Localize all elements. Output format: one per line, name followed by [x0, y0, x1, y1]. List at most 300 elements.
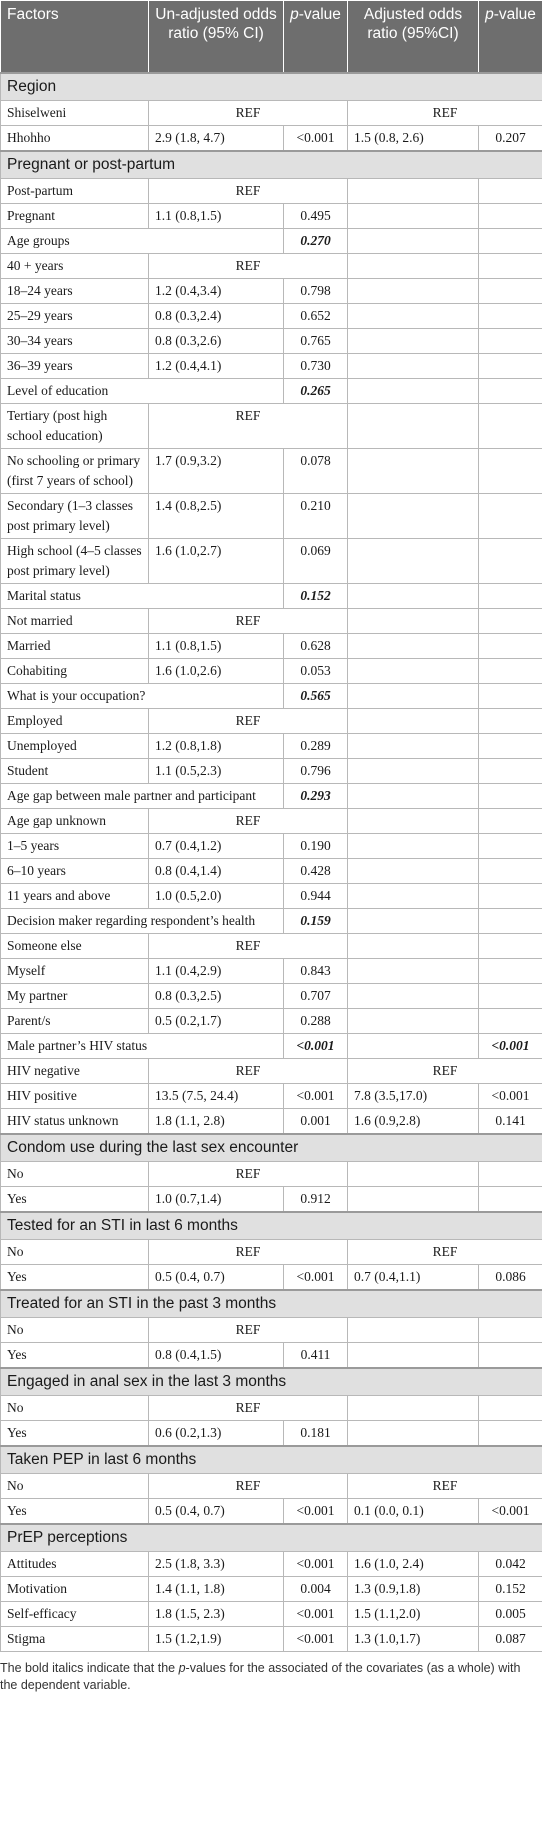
unadjusted-or: 1.5 (1.2,1.9) [149, 1626, 284, 1651]
factor-label: Secondary (1–3 classes post primary level) [1, 493, 149, 538]
adjusted-p [479, 538, 542, 583]
section-header-row [1, 73, 542, 101]
table-row [1, 1083, 542, 1108]
table-row [1, 278, 542, 303]
adjusted-p: <0.001 [479, 1498, 542, 1524]
adjusted-or [348, 858, 479, 883]
header-factors: Factors [1, 1, 149, 73]
reference-row [1, 1058, 542, 1083]
adjusted-p [479, 633, 542, 658]
adjusted-or-empty [348, 1317, 479, 1342]
adjusted-or-empty [348, 908, 479, 933]
factor-label: No [1, 1473, 149, 1498]
reference-row [1, 403, 542, 448]
unadjusted-p: 0.069 [284, 538, 348, 583]
factor-label: Student [1, 758, 149, 783]
adjusted-or-empty [348, 708, 479, 733]
table-row [1, 833, 542, 858]
adjusted-or-empty [348, 1161, 479, 1186]
table-row [1, 1498, 542, 1524]
reference-row [1, 253, 542, 278]
table-row [1, 493, 542, 538]
header-p-letter: p [485, 6, 494, 23]
unadjusted-ref: REF [149, 403, 348, 448]
unadjusted-ref: REF [149, 178, 348, 203]
reference-row [1, 933, 542, 958]
unadjusted-p: <0.001 [284, 1498, 348, 1524]
adjusted-p: 0.086 [479, 1264, 542, 1290]
adjusted-or [348, 353, 479, 378]
header-unadjusted-or: Un-adjusted odds ratio (95% CI) [149, 1, 284, 73]
section-header-row [1, 1524, 542, 1552]
adjusted-or-empty [348, 253, 479, 278]
factor-label: No [1, 1317, 149, 1342]
unadjusted-p: <0.001 [284, 1551, 348, 1576]
unadjusted-or: 2.9 (1.8, 4.7) [149, 125, 284, 151]
unadjusted-or: 1.1 (0.8,1.5) [149, 203, 284, 228]
table-row [1, 328, 542, 353]
section-header-row [1, 1212, 542, 1240]
adjusted-p: 0.042 [479, 1551, 542, 1576]
table-row [1, 1420, 542, 1446]
group-unadjusted-p: 0.265 [284, 378, 348, 403]
factor-label: Yes [1, 1420, 149, 1446]
factor-label: 1–5 years [1, 833, 149, 858]
adjusted-or: 7.8 (3.5,17.0) [348, 1083, 479, 1108]
factor-label: 30–34 years [1, 328, 149, 353]
reference-row [1, 178, 542, 203]
adjusted-or: 1.3 (0.9,1.8) [348, 1576, 479, 1601]
unadjusted-or: 0.8 (0.3,2.5) [149, 983, 284, 1008]
factor-label: 6–10 years [1, 858, 149, 883]
adjusted-p [479, 758, 542, 783]
unadjusted-or: 0.5 (0.2,1.7) [149, 1008, 284, 1033]
adjusted-or [348, 958, 479, 983]
unadjusted-or: 0.6 (0.2,1.3) [149, 1420, 284, 1446]
adjusted-p: 0.207 [479, 125, 542, 151]
unadjusted-ref: REF [149, 1317, 348, 1342]
adjusted-p-empty [479, 708, 542, 733]
table-row [1, 1551, 542, 1576]
section-label: Tested for an STI in last 6 months [1, 1212, 542, 1240]
section-header-row [1, 1368, 542, 1396]
table-row [1, 758, 542, 783]
adjusted-or: 0.7 (0.4,1.1) [348, 1264, 479, 1290]
adjusted-p [479, 858, 542, 883]
unadjusted-p: <0.001 [284, 1626, 348, 1651]
adjusted-p [479, 983, 542, 1008]
adjusted-or: 1.5 (0.8, 2.6) [348, 125, 479, 151]
section-label: Engaged in anal sex in the last 3 months [1, 1368, 542, 1396]
unadjusted-or: 0.8 (0.3,2.6) [149, 328, 284, 353]
group-unadjusted-p: 0.565 [284, 683, 348, 708]
unadjusted-ref: REF [149, 100, 348, 125]
factor-label: No schooling or primary (first 7 years of school) [1, 448, 149, 493]
table-row [1, 958, 542, 983]
adjusted-or: 1.5 (1.1,2.0) [348, 1601, 479, 1626]
table-row [1, 1601, 542, 1626]
adjusted-or: 1.6 (1.0, 2.4) [348, 1551, 479, 1576]
reference-row [1, 1239, 542, 1264]
unadjusted-or: 1.8 (1.1, 2.8) [149, 1108, 284, 1134]
table-row [1, 538, 542, 583]
group-adjusted-p [479, 783, 542, 808]
table-row [1, 883, 542, 908]
unadjusted-ref: REF [149, 1058, 348, 1083]
factor-label: 36–39 years [1, 353, 149, 378]
group-unadjusted-p: 0.293 [284, 783, 348, 808]
adjusted-p [479, 658, 542, 683]
unadjusted-p: 0.289 [284, 733, 348, 758]
adjusted-or-empty [348, 228, 479, 253]
factor-label: High school (4–5 classes post primary level) [1, 538, 149, 583]
table-row [1, 1108, 542, 1134]
unadjusted-p: <0.001 [284, 125, 348, 151]
factor-label: 25–29 years [1, 303, 149, 328]
unadjusted-p: 0.428 [284, 858, 348, 883]
unadjusted-or: 1.2 (0.8,1.8) [149, 733, 284, 758]
header-p-letter: p [290, 6, 299, 23]
adjusted-p [479, 448, 542, 493]
reference-row [1, 1161, 542, 1186]
adjusted-or [348, 303, 479, 328]
adjusted-or [348, 1342, 479, 1368]
adjusted-p: <0.001 [479, 1083, 542, 1108]
section-header-row [1, 151, 542, 179]
unadjusted-or: 1.0 (0.5,2.0) [149, 883, 284, 908]
adjusted-or: 0.1 (0.0, 0.1) [348, 1498, 479, 1524]
table-row [1, 1342, 542, 1368]
adjusted-or [348, 538, 479, 583]
factor-label: Attitudes [1, 1551, 149, 1576]
factor-label: Unemployed [1, 733, 149, 758]
unadjusted-ref: REF [149, 708, 348, 733]
unadjusted-p: 0.843 [284, 958, 348, 983]
factor-label: Hhohho [1, 125, 149, 151]
adjusted-or [348, 883, 479, 908]
factor-label: Yes [1, 1342, 149, 1368]
table-row [1, 1008, 542, 1033]
unadjusted-or: 1.1 (0.8,1.5) [149, 633, 284, 658]
factor-label: Motivation [1, 1576, 149, 1601]
reference-row [1, 808, 542, 833]
adjusted-p [479, 733, 542, 758]
adjusted-p [479, 958, 542, 983]
reference-row [1, 100, 542, 125]
adjusted-or-empty [348, 378, 479, 403]
adjusted-or-empty [348, 1395, 479, 1420]
group-adjusted-p [479, 683, 542, 708]
factor-label: Not married [1, 608, 149, 633]
adjusted-or [348, 1186, 479, 1212]
factor-label: Shiselweni [1, 100, 149, 125]
unadjusted-p: 0.411 [284, 1342, 348, 1368]
unadjusted-ref: REF [149, 1239, 348, 1264]
adjusted-p-empty [479, 403, 542, 448]
table-row [1, 1576, 542, 1601]
factor-label: Yes [1, 1498, 149, 1524]
factor-label: Employed [1, 708, 149, 733]
header-p-suffix: -value [298, 6, 341, 23]
adjusted-p [479, 328, 542, 353]
footnote-p-letter: p [178, 1660, 186, 1675]
adjusted-p: 0.141 [479, 1108, 542, 1134]
unadjusted-or: 1.2 (0.4,4.1) [149, 353, 284, 378]
adjusted-or [348, 833, 479, 858]
adjusted-or: 1.6 (0.9,2.8) [348, 1108, 479, 1134]
adjusted-or-empty [348, 1033, 479, 1058]
adjusted-or-empty [348, 608, 479, 633]
factor-label: 11 years and above [1, 883, 149, 908]
group-adjusted-p [479, 378, 542, 403]
footnote-text-end: -values for the associated of the covariates (as a whole) with the dependent variable. [0, 1660, 521, 1692]
factor-label: Self-efficacy [1, 1601, 149, 1626]
adjusted-or [348, 328, 479, 353]
group-label: What is your occupation? [1, 683, 284, 708]
footnote-text-start: The bold italics indicate that the [0, 1660, 179, 1675]
adjusted-or [348, 633, 479, 658]
adjusted-p-empty [479, 1395, 542, 1420]
adjusted-or [348, 448, 479, 493]
group-row [1, 228, 542, 253]
table-row [1, 353, 542, 378]
unadjusted-p: 0.765 [284, 328, 348, 353]
group-label: Male partner’s HIV status [1, 1033, 284, 1058]
unadjusted-p: 0.652 [284, 303, 348, 328]
adjusted-p-empty [479, 608, 542, 633]
unadjusted-p: 0.944 [284, 883, 348, 908]
factor-label: Pregnant [1, 203, 149, 228]
unadjusted-ref: REF [149, 933, 348, 958]
adjusted-p [479, 203, 542, 228]
unadjusted-or: 0.5 (0.4, 0.7) [149, 1498, 284, 1524]
factor-label: HIV status unknown [1, 1108, 149, 1134]
adjusted-p [479, 353, 542, 378]
group-row [1, 378, 542, 403]
factor-label: Married [1, 633, 149, 658]
group-adjusted-p: <0.001 [479, 1033, 542, 1058]
section-header-row [1, 1290, 542, 1318]
group-adjusted-p [479, 228, 542, 253]
adjusted-p-empty [479, 1161, 542, 1186]
factor-label: No [1, 1161, 149, 1186]
factor-label: No [1, 1239, 149, 1264]
adjusted-or [348, 493, 479, 538]
adjusted-p: 0.152 [479, 1576, 542, 1601]
adjusted-p-empty [479, 178, 542, 203]
unadjusted-or: 0.8 (0.4,1.4) [149, 858, 284, 883]
adjusted-or [348, 1420, 479, 1446]
reference-row [1, 1395, 542, 1420]
unadjusted-or: 1.7 (0.9,3.2) [149, 448, 284, 493]
section-label: Pregnant or post-partum [1, 151, 542, 179]
group-unadjusted-p: 0.159 [284, 908, 348, 933]
header-adjusted-or: Adjusted odds ratio (95%CI) [348, 1, 479, 73]
group-unadjusted-p: <0.001 [284, 1033, 348, 1058]
adjusted-p-empty [479, 808, 542, 833]
adjusted-p [479, 493, 542, 538]
adjusted-or [348, 733, 479, 758]
table-header-row [1, 1, 542, 73]
adjusted-or [348, 278, 479, 303]
adjusted-p [479, 1186, 542, 1212]
section-label: Taken PEP in last 6 months [1, 1446, 542, 1474]
unadjusted-p: 0.181 [284, 1420, 348, 1446]
unadjusted-or: 2.5 (1.8, 3.3) [149, 1551, 284, 1576]
table-row [1, 1626, 542, 1651]
unadjusted-p: 0.798 [284, 278, 348, 303]
section-label: Region [1, 73, 542, 101]
factor-label: Parent/s [1, 1008, 149, 1033]
group-label: Level of education [1, 378, 284, 403]
unadjusted-p: 0.210 [284, 493, 348, 538]
group-row [1, 583, 542, 608]
adjusted-p-empty [479, 933, 542, 958]
table-row [1, 1186, 542, 1212]
unadjusted-p: 0.078 [284, 448, 348, 493]
section-header-row [1, 1134, 542, 1162]
factor-label: Yes [1, 1186, 149, 1212]
adjusted-ref: REF [348, 1058, 542, 1083]
group-unadjusted-p: 0.152 [284, 583, 348, 608]
group-label: Marital status [1, 583, 284, 608]
adjusted-or [348, 1008, 479, 1033]
adjusted-or: 1.3 (1.0,1.7) [348, 1626, 479, 1651]
unadjusted-or: 1.6 (1.0,2.6) [149, 658, 284, 683]
table-row [1, 303, 542, 328]
factor-label: My partner [1, 983, 149, 1008]
table-row [1, 125, 542, 151]
unadjusted-or: 0.8 (0.3,2.4) [149, 303, 284, 328]
unadjusted-ref: REF [149, 808, 348, 833]
unadjusted-or: 0.7 (0.4,1.2) [149, 833, 284, 858]
unadjusted-ref: REF [149, 253, 348, 278]
factor-label: 18–24 years [1, 278, 149, 303]
factor-label: Someone else [1, 933, 149, 958]
unadjusted-p: 0.730 [284, 353, 348, 378]
header-p-suffix: -value [493, 6, 536, 23]
factor-label: Yes [1, 1264, 149, 1290]
reference-row [1, 608, 542, 633]
adjusted-p [479, 833, 542, 858]
group-adjusted-p [479, 583, 542, 608]
unadjusted-ref: REF [149, 1473, 348, 1498]
adjusted-or-empty [348, 178, 479, 203]
adjusted-or-empty [348, 683, 479, 708]
factor-label: Age gap unknown [1, 808, 149, 833]
group-adjusted-p [479, 908, 542, 933]
table-row [1, 983, 542, 1008]
group-row [1, 683, 542, 708]
adjusted-p [479, 278, 542, 303]
reference-row [1, 1473, 542, 1498]
adjusted-p [479, 1008, 542, 1033]
unadjusted-or: 1.0 (0.7,1.4) [149, 1186, 284, 1212]
unadjusted-p: 0.628 [284, 633, 348, 658]
unadjusted-p: 0.912 [284, 1186, 348, 1212]
header-adjusted-p [479, 1, 542, 73]
factor-label: 40 + years [1, 253, 149, 278]
group-row [1, 783, 542, 808]
adjusted-or [348, 758, 479, 783]
unadjusted-p: 0.707 [284, 983, 348, 1008]
group-label: Age gap between male partner and participant [1, 783, 284, 808]
table-row [1, 858, 542, 883]
section-label: PrEP perceptions [1, 1524, 542, 1552]
adjusted-ref: REF [348, 100, 542, 125]
unadjusted-p: <0.001 [284, 1601, 348, 1626]
adjusted-or [348, 983, 479, 1008]
group-unadjusted-p: 0.270 [284, 228, 348, 253]
factor-label: HIV positive [1, 1083, 149, 1108]
factor-label: Cohabiting [1, 658, 149, 683]
adjusted-p [479, 303, 542, 328]
unadjusted-ref: REF [149, 608, 348, 633]
adjusted-p [479, 1342, 542, 1368]
adjusted-p [479, 883, 542, 908]
unadjusted-or: 1.1 (0.5,2.3) [149, 758, 284, 783]
table-row [1, 1264, 542, 1290]
unadjusted-or: 1.1 (0.4,2.9) [149, 958, 284, 983]
adjusted-or [348, 658, 479, 683]
group-label: Decision maker regarding respondent’s health [1, 908, 284, 933]
section-header-row [1, 1446, 542, 1474]
unadjusted-p: 0.190 [284, 833, 348, 858]
adjusted-or-empty [348, 808, 479, 833]
adjusted-or-empty [348, 933, 479, 958]
unadjusted-p: 0.053 [284, 658, 348, 683]
adjusted-ref: REF [348, 1473, 542, 1498]
table-row [1, 633, 542, 658]
unadjusted-ref: REF [149, 1395, 348, 1420]
unadjusted-p: <0.001 [284, 1083, 348, 1108]
unadjusted-ref: REF [149, 1161, 348, 1186]
header-unadjusted-p [284, 1, 348, 73]
unadjusted-p: 0.796 [284, 758, 348, 783]
factor-label: HIV negative [1, 1058, 149, 1083]
unadjusted-or: 1.4 (1.1, 1.8) [149, 1576, 284, 1601]
unadjusted-p: 0.495 [284, 203, 348, 228]
adjusted-p-empty [479, 253, 542, 278]
table-row [1, 203, 542, 228]
table-row [1, 448, 542, 493]
factor-label: Post-partum [1, 178, 149, 203]
factor-label: Tertiary (post high school education) [1, 403, 149, 448]
unadjusted-p: 0.001 [284, 1108, 348, 1134]
unadjusted-or: 0.5 (0.4, 0.7) [149, 1264, 284, 1290]
group-row [1, 908, 542, 933]
factor-label: Stigma [1, 1626, 149, 1651]
unadjusted-or: 1.4 (0.8,2.5) [149, 493, 284, 538]
adjusted-or-empty [348, 783, 479, 808]
unadjusted-or: 13.5 (7.5, 24.4) [149, 1083, 284, 1108]
adjusted-or-empty [348, 403, 479, 448]
section-label: Treated for an STI in the past 3 months [1, 1290, 542, 1318]
unadjusted-p: 0.288 [284, 1008, 348, 1033]
table-row [1, 658, 542, 683]
group-row [1, 1033, 542, 1058]
adjusted-or-empty [348, 583, 479, 608]
table-footnote [0, 1652, 542, 1694]
adjusted-p-empty [479, 1317, 542, 1342]
adjusted-or [348, 203, 479, 228]
adjusted-p [479, 1420, 542, 1446]
unadjusted-p: 0.004 [284, 1576, 348, 1601]
factor-label: Myself [1, 958, 149, 983]
unadjusted-p: <0.001 [284, 1264, 348, 1290]
reference-row [1, 708, 542, 733]
factor-label: No [1, 1395, 149, 1420]
